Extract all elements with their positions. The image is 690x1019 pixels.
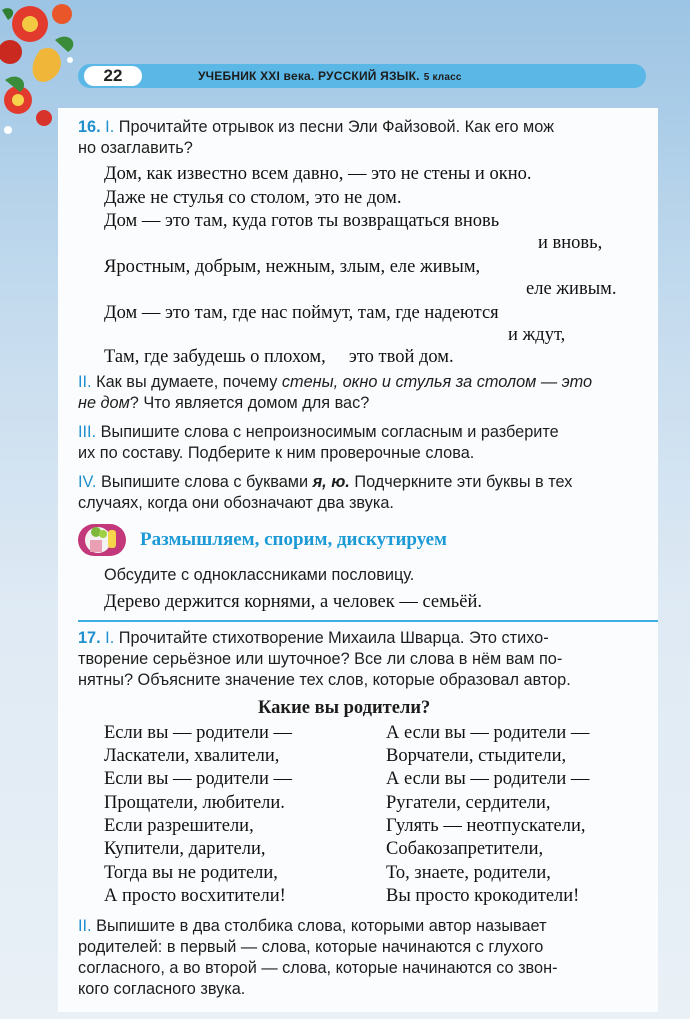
- ex16-q3-line2: их по составу. Подберите к ним проверочные слова.: [78, 444, 475, 462]
- q4-text: Выпишите слова с буквами: [100, 473, 309, 491]
- roman-numeral: II.: [78, 373, 92, 391]
- ex17-q2-line2: родителей: в первый — слова, которые начинаются с глухого: [78, 938, 544, 956]
- poem-line: Дом, как известно всем давно, — это не стены и окно.: [104, 164, 532, 184]
- poem-line: еле живым.: [526, 279, 617, 299]
- content-panel: [58, 108, 658, 1012]
- ex17-task-line1: [78, 627, 549, 649]
- poem-line: Дом — это там, куда готов ты возвращаться вновь: [104, 211, 500, 231]
- poem-line: и вновь,: [538, 233, 603, 253]
- ex16-q4-line2: случаях, когда они обозначают два звука.: [78, 494, 394, 512]
- exercise-number-16: 16.: [78, 118, 101, 136]
- poem-right-line: Гулять — неотпускатели,: [386, 816, 586, 836]
- poem-line: Дом — это там, где нас поймут, там, где надеются: [104, 303, 499, 323]
- running-title: [198, 67, 462, 87]
- roman-numeral: IV.: [78, 473, 97, 491]
- ex16-q3-line1: [78, 421, 559, 443]
- ex16-q4-line1: [78, 471, 572, 493]
- poem-left-line: Если вы — родители —: [104, 769, 293, 789]
- poem-title: Какие вы родители?: [258, 698, 431, 718]
- q3-text: Выпишите слова с непроизносимым согласным и разберите: [100, 423, 559, 441]
- roman-numeral: III.: [78, 423, 97, 441]
- poem-right-line: Ворчатели, стыдители,: [386, 746, 567, 766]
- book-title: УЧЕБНИК XXI века. РУССКИЙ ЯЗЫК.: [198, 69, 420, 83]
- grade-label: 5 класс: [423, 72, 462, 83]
- page-number: 22: [84, 66, 142, 86]
- poem-left-line: Если разрешители,: [104, 816, 254, 836]
- q2-text: Как вы думаете, почему: [96, 373, 278, 391]
- roman-numeral: II.: [78, 917, 92, 935]
- q4-text: Подчеркните эти буквы в тех: [354, 473, 573, 491]
- task-text: Прочитайте отрывок из песни Эли Файзовой. Как его мож: [118, 118, 555, 136]
- discussion-instruction: Обсудите с одноклассниками пословицу.: [104, 566, 415, 584]
- q2-italic-text: не дом: [78, 394, 130, 412]
- poem-right-line: А если вы — родители —: [386, 769, 590, 789]
- section-divider: [78, 620, 658, 622]
- ex17-q2-line3: согласного, а во второй — слова, которые начинаются со звон-: [78, 959, 558, 977]
- ex17-q2-line1: [78, 915, 547, 937]
- q2-text: Выпишите в два столбика слова, которыми автор называет: [96, 917, 547, 935]
- poem-line: Даже не стулья со столом, это не дом.: [104, 188, 402, 208]
- poem-line: Яростным, добрым, нежным, злым, еле живым,: [104, 257, 481, 277]
- poem-left-line: Прощатели, любители.: [104, 793, 285, 813]
- poem-right-line: Вы просто крокодители!: [386, 886, 580, 906]
- poem-line: Там, где забудешь о плохом, это твой дом.: [104, 347, 454, 367]
- poem-right-line: Собакозапретители,: [386, 839, 544, 859]
- discussion-title: Размышляем, спорим, дискутируем: [140, 529, 447, 550]
- ex17-task-line3: нятны? Объясните значение тех слов, которые образовал автор.: [78, 671, 571, 689]
- ex16-q2-line1: [78, 371, 592, 393]
- task-text: Прочитайте стихотворение Михаила Шварца. Это стихо-: [118, 629, 549, 647]
- proverb: Дерево держится корнями, а человек — семьёй.: [104, 592, 482, 612]
- q4-letters: я, ю.: [312, 473, 350, 491]
- q2-text: ? Что является домом для вас?: [129, 394, 370, 412]
- ex16-task1-line1: [78, 116, 554, 138]
- roman-numeral: I.: [105, 118, 115, 136]
- poem-left-line: Ласкатели, хвалители,: [104, 746, 280, 766]
- q2-italic-text: стены, окно и стулья за столом — это: [281, 373, 593, 391]
- flower-pot-icon: [76, 522, 128, 558]
- poem-right-line: Ругатели, сердители,: [386, 793, 551, 813]
- poem-left-line: Если вы — родители —: [104, 723, 293, 743]
- ex17-task-line2: творение серьёзное или шуточное? Все ли слова в нём вам по-: [78, 650, 563, 668]
- ex16-q2-line2: [78, 392, 369, 414]
- running-header: [78, 64, 646, 88]
- ex16-task1-line2: но озаглавить?: [78, 139, 193, 157]
- roman-numeral: I.: [105, 629, 115, 647]
- poem-left-line: А просто восхитители!: [104, 886, 286, 906]
- exercise-number-17: 17.: [78, 629, 101, 647]
- poem-line: и ждут,: [508, 325, 566, 345]
- poem-right-line: А если вы — родители —: [386, 723, 590, 743]
- poem-right-line: То, знаете, родители,: [386, 863, 551, 883]
- ex17-q2-line4: кого согласного звука.: [78, 980, 246, 998]
- poem-left-line: Купители, дарители,: [104, 839, 266, 859]
- poem-left-line: Тогда вы не родители,: [104, 863, 278, 883]
